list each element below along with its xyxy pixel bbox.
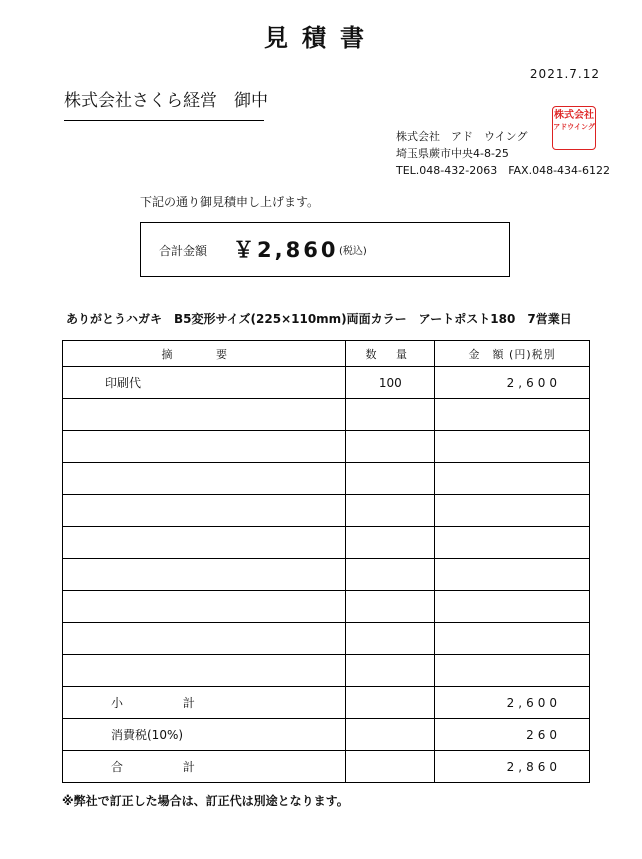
row-description: 印刷代 bbox=[63, 367, 346, 399]
company-seal-stamp bbox=[552, 106, 596, 150]
table-row-empty bbox=[63, 559, 590, 591]
grand-total-row bbox=[63, 751, 590, 783]
subtotal-row bbox=[63, 687, 590, 719]
total-amount-value: ￥2,860 bbox=[233, 238, 339, 262]
total-tax-note: (税込) bbox=[339, 246, 367, 257]
correction-note: ※弊社で訂正した場合は、訂正代は別途となります。 bbox=[62, 794, 349, 808]
table-row-empty bbox=[63, 591, 590, 623]
header-quantity: 数 量 bbox=[346, 341, 435, 367]
tax-label: 消費税(10%) bbox=[63, 719, 346, 751]
document-title: 見積書 bbox=[264, 24, 378, 52]
header-amount: 金 額 (円)税別 bbox=[435, 341, 590, 367]
tax-amount: 260 bbox=[435, 719, 590, 751]
table-row-empty bbox=[63, 495, 590, 527]
subtotal-label: 小 計 bbox=[63, 687, 346, 719]
table-row bbox=[63, 367, 590, 399]
product-description: ありがとうハガキ B5変形サイズ(225×110mm)両面カラー アートポスト180 7営業日 bbox=[66, 312, 572, 326]
issue-date: 2021.7.12 bbox=[529, 67, 600, 81]
estimate-table bbox=[62, 340, 590, 783]
table-row-empty bbox=[63, 527, 590, 559]
table-row-empty bbox=[63, 431, 590, 463]
table-row-empty bbox=[63, 655, 590, 687]
header-description: 摘 要 bbox=[63, 341, 346, 367]
subtotal-amount: 2,600 bbox=[435, 687, 590, 719]
seal-text-line2: アドウイング bbox=[553, 123, 595, 131]
row-amount: 2,600 bbox=[435, 367, 590, 399]
total-amount-label: 合計金額 bbox=[159, 244, 208, 258]
row-quantity: 100 bbox=[346, 367, 435, 399]
total-amount-box bbox=[140, 222, 510, 277]
seal-text-line1: 株式会社 bbox=[554, 110, 594, 121]
table-row-empty bbox=[63, 463, 590, 495]
issuer-address: 埼玉県蕨市中央4-8-25 bbox=[396, 147, 509, 160]
grand-total-label: 合 計 bbox=[63, 751, 346, 783]
client-name: 株式会社さくら経営 御中 bbox=[64, 91, 268, 111]
issuer-company: 株式会社 アド ウイング bbox=[396, 130, 528, 143]
table-row-empty bbox=[63, 399, 590, 431]
issuer-contact: TEL.048-432-2063 FAX.048-434-6122 bbox=[396, 164, 611, 177]
table-row-empty bbox=[63, 623, 590, 655]
intro-text: 下記の通り御見積申し上げます。 bbox=[140, 195, 320, 209]
table-header-row bbox=[63, 341, 590, 367]
client-underline bbox=[64, 120, 264, 121]
grand-total-amount: 2,860 bbox=[435, 751, 590, 783]
tax-row bbox=[63, 719, 590, 751]
